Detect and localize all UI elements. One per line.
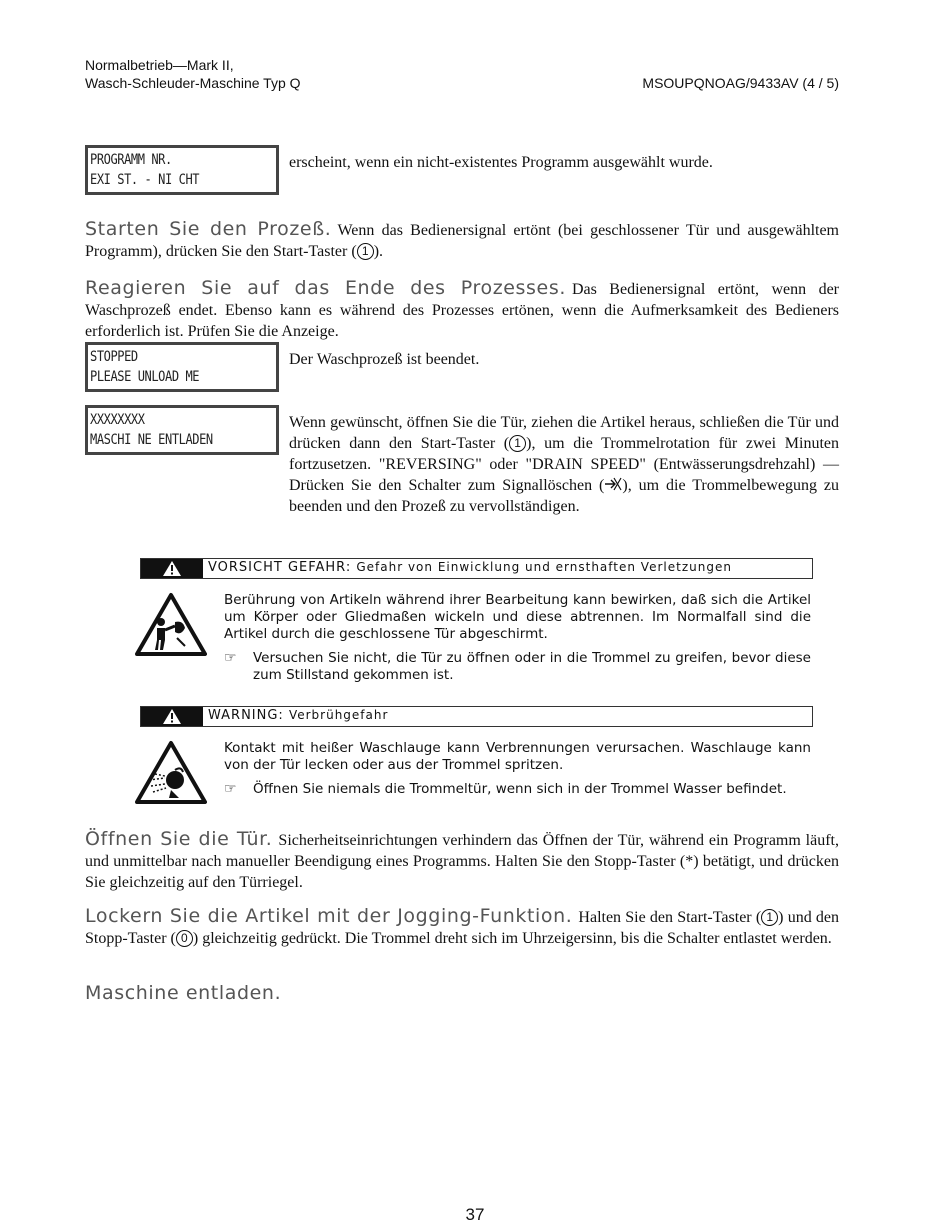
page-number: 37 [465,1205,485,1224]
start-button-icon: 1 [509,435,526,452]
display3-description [289,412,839,517]
warning-text: Kontakt mit heißer Waschlauge kann Verbrennungen verursachen. Waschlauge kann von der Tür lecken oder aus der Trommel spritzen. [224,740,811,773]
section-open-door-heading: Öffnen Sie die Tür. [85,828,273,850]
entanglement-hazard-icon [135,592,207,661]
section-jogging-text-c: ) gleichzeitig gedrückt. Die Trommel dreht sich im Uhrzeigersinn, bis die Schalter entlastet werden. [192,930,832,947]
pointing-hand-icon: ☞ [224,781,237,797]
section-react [85,278,839,342]
section-react-text: Das Bedienersignal ertönt, wenn der Waschprozeß endet. Ebenso kann es während des Prozesses ertönen, wenn die Aufmerksamkeit des Bedieners erforderlich ist. Prüfen Sie die Anzeige. [85,281,839,340]
scald-hazard-icon [135,740,207,809]
display3-text-b: ), um die Trommelrotation für zwei Minuten fortzusetzen. "REVERSING" oder "DRAIN SPEED" (Entwässerungsdrehzahl) —Drücken Sie den Schalter zum Signallöschen ( [289,435,839,494]
warning-instruction [224,781,811,798]
warning-label: WARNING: [208,708,284,723]
warning-triangle-icon [162,708,182,725]
header-title-line1: Normalbetrieb—Mark II, [85,57,234,73]
header-left [85,56,301,92]
section-jogging-text-b: ) und den Stopp-Taster ( [85,909,839,947]
section-open-door-text: Sicherheitseinrichtungen verhindern das Öffnen der Tür, während ein Programm läuft, und unmittelbar nach manueller Beendigung eines Programms. Halten Sie den Stopp-Taster (*) betätigt, und drücken Sie gleichzeitig auf den Türriegel. [85,832,839,891]
warning-header-bar [140,706,813,727]
caution-label: VORSICHT GEFAHR: [208,560,352,575]
display-line1: PROGRAMM NR. [90,152,172,168]
display-stopped [85,342,279,392]
display-line1: XXXXXXXX [90,412,145,428]
pointing-hand-icon: ☞ [224,650,237,666]
display-line2: PLEASE UNLOAD ME [90,369,200,385]
header-title-line2: Wasch-Schleuder-Maschine Typ Q [85,75,301,91]
header-document-id: MSOUPQNOAG/9433AV (4 / 5) [642,75,839,91]
section-start-heading: Starten Sie den Prozeß. [85,218,332,240]
display-line2: MASCHI NE ENTLADEN [90,432,213,448]
caution-subtitle: Gefahr von Einwicklung und ernsthaften Verletzungen [356,560,732,574]
section-start [85,219,839,262]
section-start-text-b: ). [373,243,384,260]
display3-text-c: ), um die Trommelbewegung zu beenden und den Prozeß zu vervollständigen. [289,477,839,515]
caution-header-bar [140,558,813,579]
stop-button-icon: 0 [176,930,193,947]
display-line2: EXI ST. - NI CHT [90,172,200,188]
section-start-text-a: Wenn das Bedienersignal ertönt (bei geschlossener Tür und ausgewähltem Programm), drücken Sie den Start-Taster ( [85,222,840,260]
caution-text: Berührung von Artikeln während ihrer Bearbeitung kann bewirken, daß sich die Artikel um Körper oder Gliedmaßen wickeln und diese abtrennen. Im Normalfall sind die Artikel durch die geschlossene Tür abgeschirmt. [224,592,811,642]
display-unload-machine [85,405,279,455]
start-button-icon: 1 [357,243,374,260]
section-jogging [85,906,839,949]
section-unload [85,983,839,1005]
section-open-door [85,829,839,893]
start-button-icon: 1 [761,909,778,926]
display1-description: erscheint, wenn ein nicht-existentes Programm ausgewählt wurde. [289,154,713,171]
display2-description: Der Waschprozeß ist beendet. [289,351,480,368]
display3-text-a: Wenn gewünscht, öffnen Sie die Tür, ziehen die Artikel heraus, schließen die Tür und drücken dann den Start-Taster ( [289,414,839,452]
section-jogging-heading: Lockern Sie die Artikel mit der Jogging-Funktion. [85,905,573,927]
caution-instruction-text: Versuchen Sie nicht, die Tür zu öffnen oder in die Trommel zu greifen, bevor diese zum Stillstand gekommen ist. [253,650,811,683]
warning-instruction-text: Öffnen Sie niemals die Trommeltür, wenn sich in der Trommel Wasser befindet. [253,781,787,797]
warning-subtitle: Verbrühgefahr [288,708,389,722]
section-jogging-text-a: Halten Sie den Start-Taster ( [578,909,762,926]
display-line1: STOPPED [90,349,138,365]
display-program-not-exist [85,145,279,195]
section-react-heading: Reagieren Sie auf das Ende des Prozesses. [85,277,566,299]
warning-triangle-icon [162,560,182,577]
caution-instruction [224,650,811,684]
signal-cancel-icon [604,476,622,490]
section-unload-heading: Maschine entladen. [85,982,282,1004]
